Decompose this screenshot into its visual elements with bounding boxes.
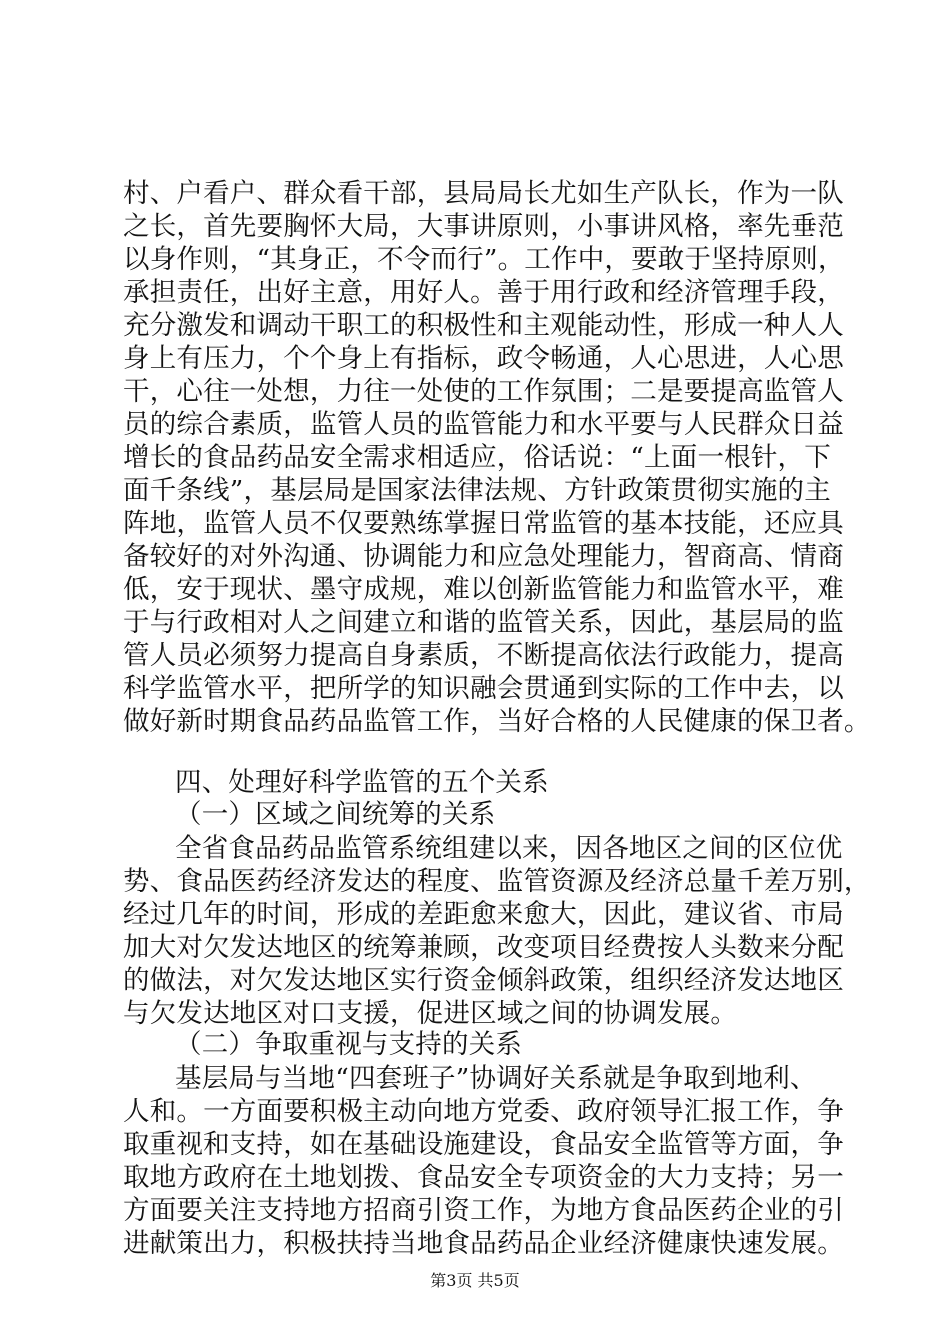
body-line: 的做法，对欠发达地区实行资金倾斜政策，组织经济发达地区: [123, 965, 844, 996]
body-line: 员的综合素质，监管人员的监管能力和水平要与人民群众日益: [123, 409, 844, 440]
body-line: 面千条线”，基层局是国家法律法规、方针政策贯彻实施的主: [123, 475, 831, 506]
body-line: 势、食品医药经济发达的程度、监管资源及经济总量千差万别，: [123, 866, 871, 897]
body-line: 方面要关注支持地方招商引资工作，为地方食品医药企业的引: [123, 1195, 844, 1226]
body-line: 承担责任，出好主意，用好人。善于用行政和经济管理手段，: [123, 277, 844, 308]
body-line: 充分激发和调动干职工的积极性和主观能动性，形成一种人人: [123, 310, 844, 341]
page-number-footer: 第3页 共5页: [430, 1271, 520, 1290]
body-line: 身上有压力，个个身上有指标，政令畅通，人心思进，人心思: [123, 343, 844, 374]
body-line: 以身作则，“其身正，不令而行”。工作中，要敢于坚持原则，: [123, 244, 845, 275]
body-line: 科学监管水平，把所学的知识融会贯通到实际的工作中去，以: [123, 673, 844, 704]
body-line: 管人员必须努力提高自身素质，不断提高依法行政能力，提高: [123, 640, 844, 671]
body-line: 人和。一方面要积极主动向地方党委、政府领导汇报工作，争: [123, 1096, 844, 1127]
body-line: 村、户看户、群众看干部，县局局长尤如生产队长，作为一队: [123, 178, 844, 209]
section-heading: 四、处理好科学监管的五个关系: [175, 767, 549, 798]
body-line: 阵地，监管人员不仅要熟练掌握日常监管的基本技能，还应具: [123, 508, 844, 539]
body-line: 做好新时期食品药品监管工作，当好合格的人民健康的保卫者。: [123, 706, 871, 737]
body-line: 备较好的对外沟通、协调能力和应急处理能力，智商高、情商: [123, 541, 844, 572]
subsection-heading: （一）区域之间统筹的关系: [175, 799, 496, 830]
body-line: 于与行政相对人之间建立和谐的监管关系，因此，基层局的监: [123, 607, 844, 638]
subsection-heading: （二）争取重视与支持的关系: [175, 1029, 523, 1060]
body-line: 之长，首先要胸怀大局，大事讲原则，小事讲风格，率先垂范: [123, 211, 844, 242]
body-line: 取重视和支持，如在基础设施建设，食品安全监管等方面，争: [123, 1129, 844, 1160]
body-line: 经过几年的时间，形成的差距愈来愈大，因此，建议省、市局: [123, 899, 844, 930]
body-line: 与欠发达地区对口支援，促进区域之间的协调发展。: [123, 998, 738, 1029]
body-line: 低，安于现状、墨守成规，难以创新监管能力和监管水平，难: [123, 574, 844, 605]
body-line: 基层局与当地“四套班子”协调好关系就是争取到地利、: [175, 1063, 817, 1094]
body-line: 取地方政府在土地划拨、食品安全专项资金的大力支持；另一: [123, 1162, 844, 1193]
body-line: 干，心往一处想，力往一处使的工作氛围；二是要提高监管人: [123, 376, 844, 407]
body-line: 进献策出力，积极扶持当地食品药品企业经济健康快速发展。: [123, 1228, 844, 1259]
body-line: 全省食品药品监管系统组建以来，因各地区之间的区位优: [175, 833, 843, 864]
body-line: 加大对欠发达地区的统筹兼顾，改变项目经费按人头数来分配: [123, 932, 844, 963]
body-line: 增长的食品药品安全需求相适应，俗话说：“上面一根针，下: [123, 442, 831, 473]
